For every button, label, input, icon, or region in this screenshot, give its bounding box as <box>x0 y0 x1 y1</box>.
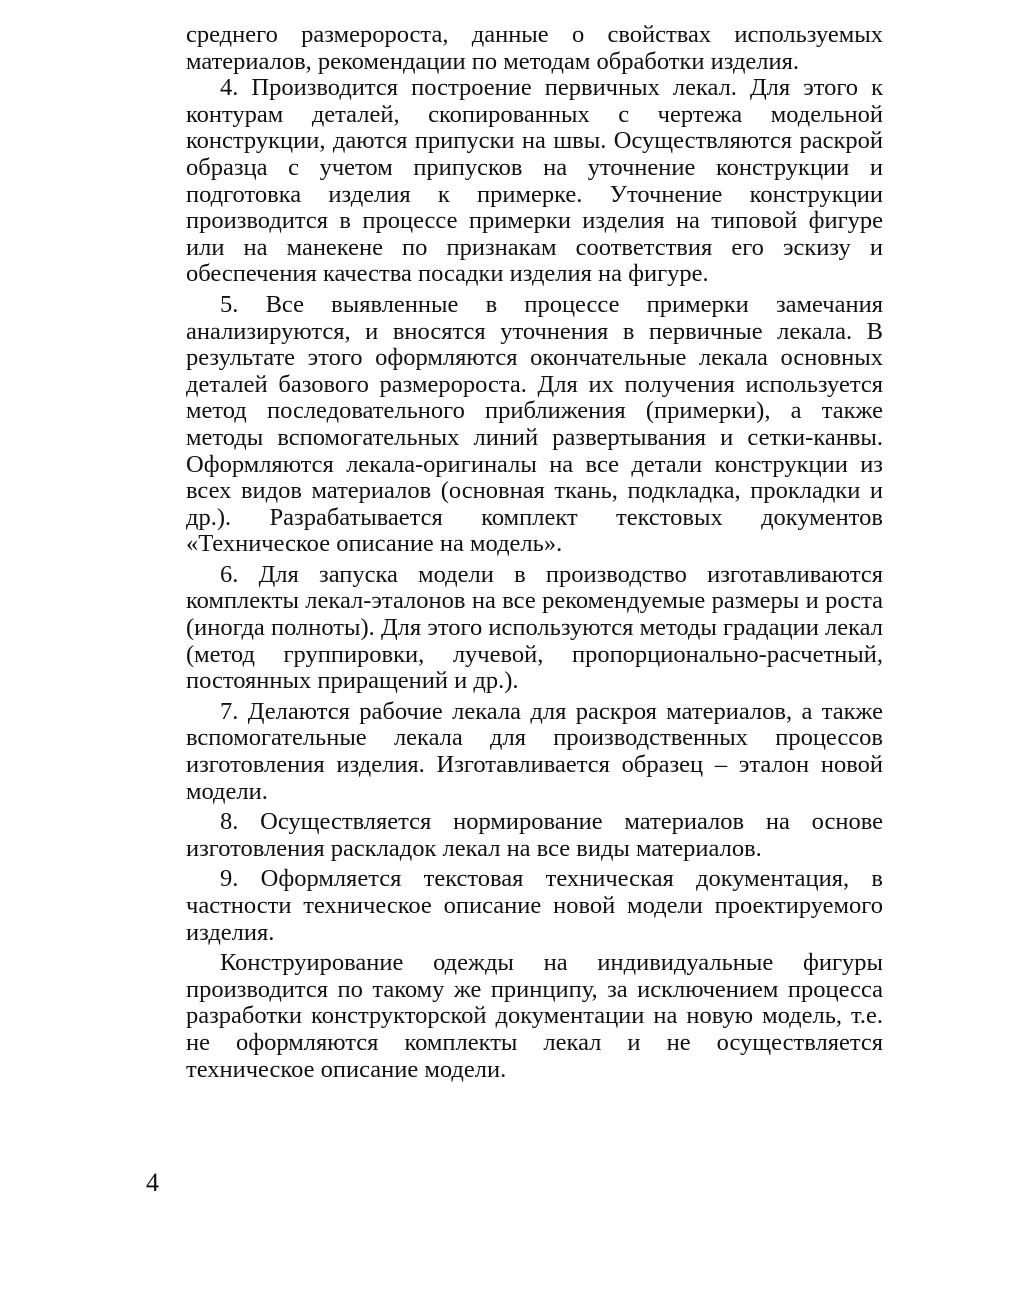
paragraph-continuation: среднего размеророста, данные о свойствах используемых материалов, рекомендации по методам обработки изделия. <box>186 21 883 75</box>
paragraph-item-6: 6. Для запуска модели в производство изготавливаются комплекты лекал-эталонов на все рекомендуемые размеры и роста (иногда полноты). Для этого используются методы градации лекал (метод группировки, лучевой, пропорционально-расчетный, постоянных приращений и др.). <box>186 560 883 695</box>
paragraph-item-8: 8. Осуществляется нормирование материалов на основе изготовления раскладок лекал на все виды материалов. <box>186 808 883 862</box>
paragraph-item-4: 4. Производится построение первичных лекал. Для этого к контурам деталей, скопированных с чертежа модельной конструкции, даются припуски на швы. Осуществляются раскрой образца с учетом припусков на уточнение конструкции и подготовка изделия к примерке. Уточнение конструкции производится в процессе примерки изделия на типовой фигуре или на манекене по признакам соответствия его эскизу и обеспечения качества посадки изделия на фигуре. <box>186 74 883 288</box>
paragraph-item-7: 7. Делаются рабочие лекала для раскроя материалов, а также вспомогательные лекала для производственных процессов изготовления изделия. Изготавливается образец – эталон новой модели. <box>186 697 883 805</box>
paragraph-item-9: 9. Оформляется текстовая техническая документация, в частности техническое описание новой модели проектируемого изделия. <box>186 865 883 946</box>
paragraph-item-5: 5. Все выявленные в процессе примерки замечания анализируются, и вносятся уточнения в первичные лекала. В результате этого оформляются окончательные лекала основных деталей базового размеророста. Для их получения используется метод последовательного приближения (примерки), а также методы вспомогательных линий развертывания и сетки-канвы. Оформляются лекала-оригиналы на все детали конструкции из всех видов материалов (основная ткань, подкладка, прокладки и др.). Разрабатывается комплект текстовых документов «Техническое описание на модель». <box>186 290 883 558</box>
paragraph-closing: Конструирование одежды на индивидуальные фигуры производится по такому же принципу, за исключением процесса разработки конструкторской документации на новую модель, т.е. не оформляются комплекты лекал и не осуществляется техническое описание модели. <box>186 949 883 1083</box>
page-number: 4 <box>146 1168 159 1197</box>
body-text <box>186 22 883 1083</box>
